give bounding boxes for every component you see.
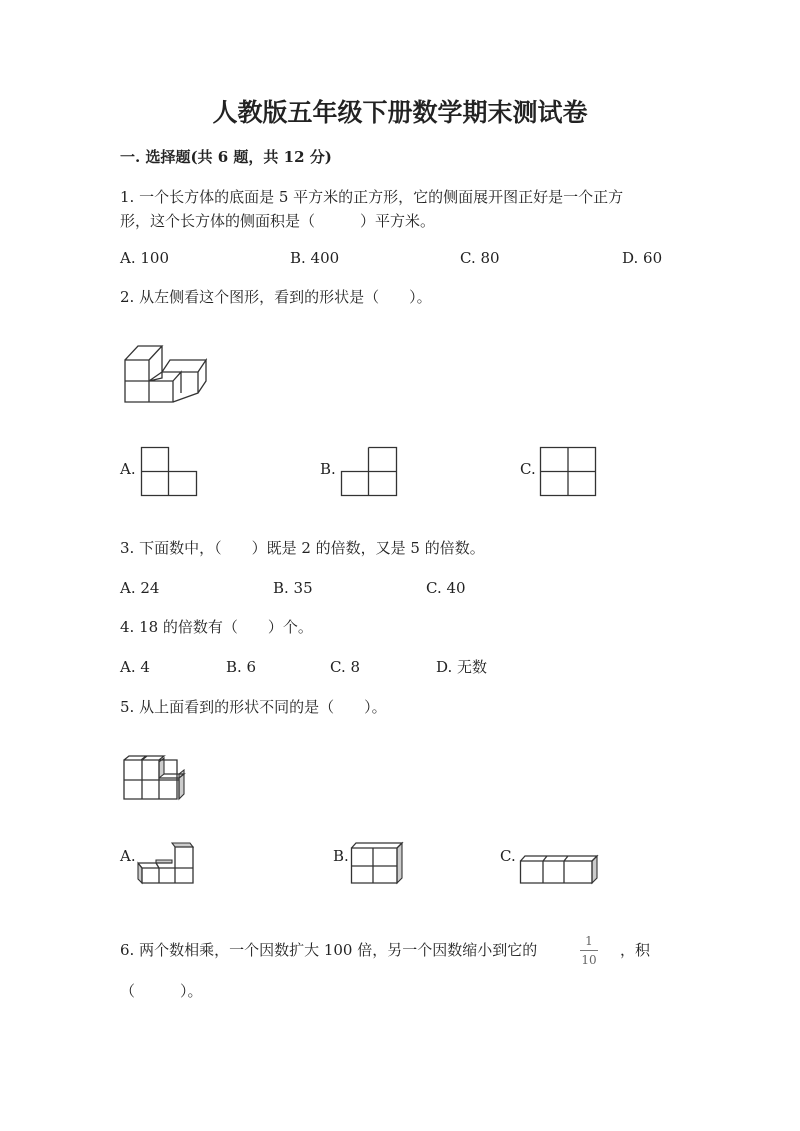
- q5-option-a-shape[interactable]: [138, 843, 196, 886]
- q2-option-a-shape[interactable]: [141, 447, 199, 497]
- q5-option-b[interactable]: B.: [333, 847, 349, 865]
- question-6-line-2: （ ）。: [120, 982, 203, 1000]
- q2-cube-figure: [124, 345, 209, 405]
- question-1-line-1: 1. 一个长方体的底面是 5 平方米的正方形，它的侧面展开图正好是一个正方: [120, 188, 624, 206]
- section-heading: 一. 选择题(共 6 题，共 12 分): [120, 148, 332, 166]
- q2-option-c[interactable]: C.: [520, 460, 536, 478]
- q5-option-b-shape[interactable]: [351, 843, 407, 886]
- q4-option-d[interactable]: D. 无数: [436, 658, 488, 676]
- question-4: 4. 18 的倍数有（ ）个。: [120, 618, 313, 636]
- question-2: 2. 从左侧看这个图形，看到的形状是（ ）。: [120, 288, 432, 306]
- question-6-line-1: 6. 两个数相乘，一个因数扩大 100 倍，另一个因数缩小到它的: [120, 941, 538, 959]
- q2-option-a[interactable]: A.: [120, 460, 136, 478]
- fraction-numerator: 1: [585, 934, 593, 948]
- q4-option-c[interactable]: C. 8: [330, 658, 361, 676]
- q1-option-c[interactable]: C. 80: [460, 249, 500, 267]
- question-1-line-2: 形，这个长方体的侧面积是（ ）平方米。: [120, 212, 436, 230]
- question-5: 5. 从上面看到的形状不同的是（ ）。: [120, 698, 387, 716]
- q3-option-b[interactable]: B. 35: [273, 579, 313, 597]
- q1-option-d[interactable]: D. 60: [622, 249, 663, 267]
- page-title: 人教版五年级下册数学期末测试卷: [212, 98, 588, 127]
- q5-option-a[interactable]: A.: [120, 847, 136, 865]
- q3-option-c[interactable]: C. 40: [426, 579, 466, 597]
- q3-option-a[interactable]: A. 24: [120, 579, 160, 597]
- q2-option-b[interactable]: B.: [320, 460, 336, 478]
- fraction-denominator: 10: [581, 953, 597, 967]
- q4-option-a[interactable]: A. 4: [120, 658, 150, 676]
- q1-option-a[interactable]: A. 100: [120, 249, 169, 267]
- q5-option-c-shape[interactable]: [520, 856, 602, 886]
- question-3: 3. 下面数中，（ ）既是 2 的倍数，又是 5 的倍数。: [120, 539, 485, 557]
- q2-option-c-shape[interactable]: [540, 447, 598, 497]
- q1-option-b[interactable]: B. 400: [290, 249, 340, 267]
- q4-option-b[interactable]: B. 6: [226, 658, 257, 676]
- q5-cube-figure: [123, 754, 189, 802]
- fraction-one-tenth: [580, 935, 598, 966]
- q2-option-b-shape[interactable]: [341, 447, 399, 497]
- q5-option-c[interactable]: C.: [500, 847, 516, 865]
- question-6-line-1-end: ，积: [620, 941, 651, 959]
